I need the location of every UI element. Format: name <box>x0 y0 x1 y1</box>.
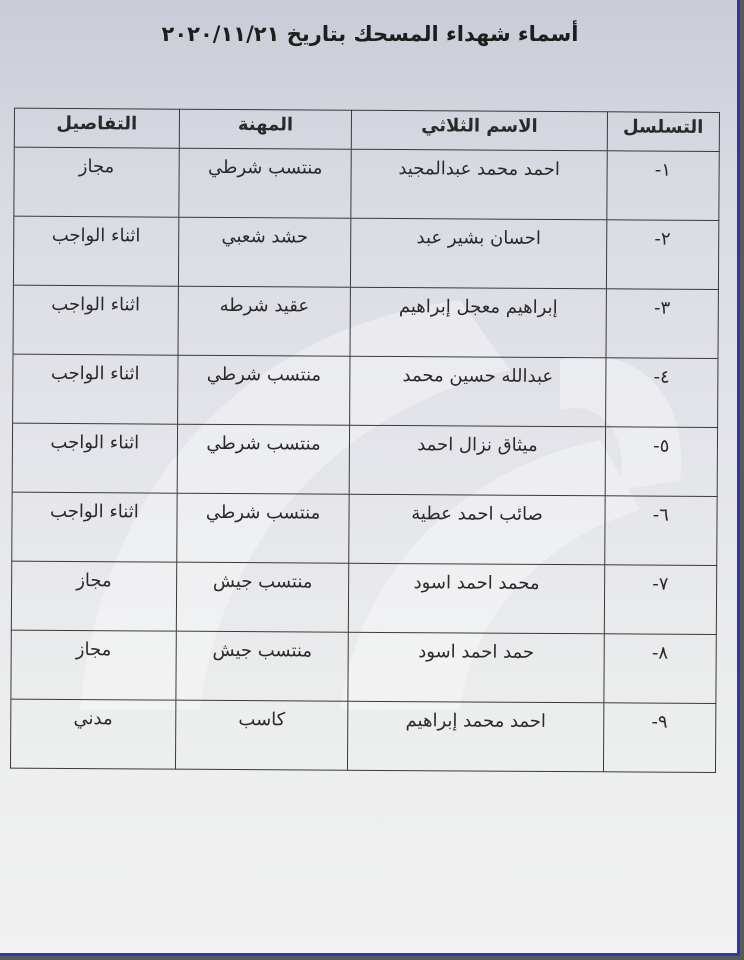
cell-job: منتسب شرطي <box>177 424 350 494</box>
table-row <box>10 699 715 772</box>
table-row <box>14 147 719 220</box>
cell-job: منتسب شرطي <box>177 355 350 425</box>
table-row <box>11 561 716 634</box>
cell-name: احمد محمد إبراهيم <box>348 701 603 772</box>
cell-job: منتسب شرطي <box>176 493 349 563</box>
cell-details: مجاز <box>11 630 176 700</box>
cell-details: مجاز <box>14 147 179 217</box>
cell-job: منتسب جيش <box>176 631 349 701</box>
cell-seq: ٤- <box>605 358 718 428</box>
cell-seq: ٦- <box>604 496 717 566</box>
table-row <box>11 630 716 703</box>
cell-details: اثناء الواجب <box>12 492 177 562</box>
cell-seq: ٧- <box>604 565 717 635</box>
cell-seq: ٩- <box>603 703 716 773</box>
cell-details: مدني <box>10 699 175 769</box>
page-title: أسماء شهداء المسحك بتاريخ ٢٠٢٠/١١/٢١ <box>161 22 579 46</box>
cell-seq: ٣- <box>606 289 719 359</box>
cell-details: اثناء الواجب <box>13 216 178 286</box>
cell-job: عقيد شرطه <box>178 286 351 356</box>
cell-job: منتسب شرطي <box>179 148 352 218</box>
table-row <box>12 492 717 565</box>
cell-seq: ٢- <box>606 220 719 290</box>
cell-name: ميثاق نزال احمد <box>350 425 605 496</box>
header-details: التفاصيل <box>14 108 179 148</box>
table-row <box>12 423 717 496</box>
cell-name: حمد احمد اسود <box>348 632 603 703</box>
cell-details: اثناء الواجب <box>12 423 177 493</box>
header-seq: التسلسل <box>607 112 720 152</box>
cell-details: اثناء الواجب <box>13 354 178 424</box>
cell-seq: ١- <box>606 151 719 221</box>
cell-job: كاسب <box>175 700 348 770</box>
header-job: المهنة <box>179 109 352 149</box>
cell-seq: ٨- <box>603 634 716 704</box>
cell-name: محمد احمد اسود <box>349 563 604 634</box>
cell-job: منتسب جيش <box>176 562 349 632</box>
cell-name: صائب احمد عطية <box>349 494 604 565</box>
cell-name: عبدالله حسين محمد <box>350 356 605 427</box>
cell-name: احسان بشير عبد <box>351 218 606 289</box>
cell-name: احمد محمد عبدالمجيد <box>351 149 606 220</box>
table-row <box>13 354 718 427</box>
martyrs-table <box>10 108 720 773</box>
cell-details: مجاز <box>11 561 176 631</box>
cell-job: حشد شعبي <box>178 217 351 287</box>
cell-seq: ٥- <box>605 427 718 497</box>
table-row <box>13 216 718 289</box>
cell-name: إبراهيم معجل إبراهيم <box>350 287 605 358</box>
header-name: الاسم الثلاثي <box>352 110 607 151</box>
table-header-row <box>14 108 719 151</box>
cell-details: اثناء الواجب <box>13 285 178 355</box>
table-row <box>13 285 718 358</box>
